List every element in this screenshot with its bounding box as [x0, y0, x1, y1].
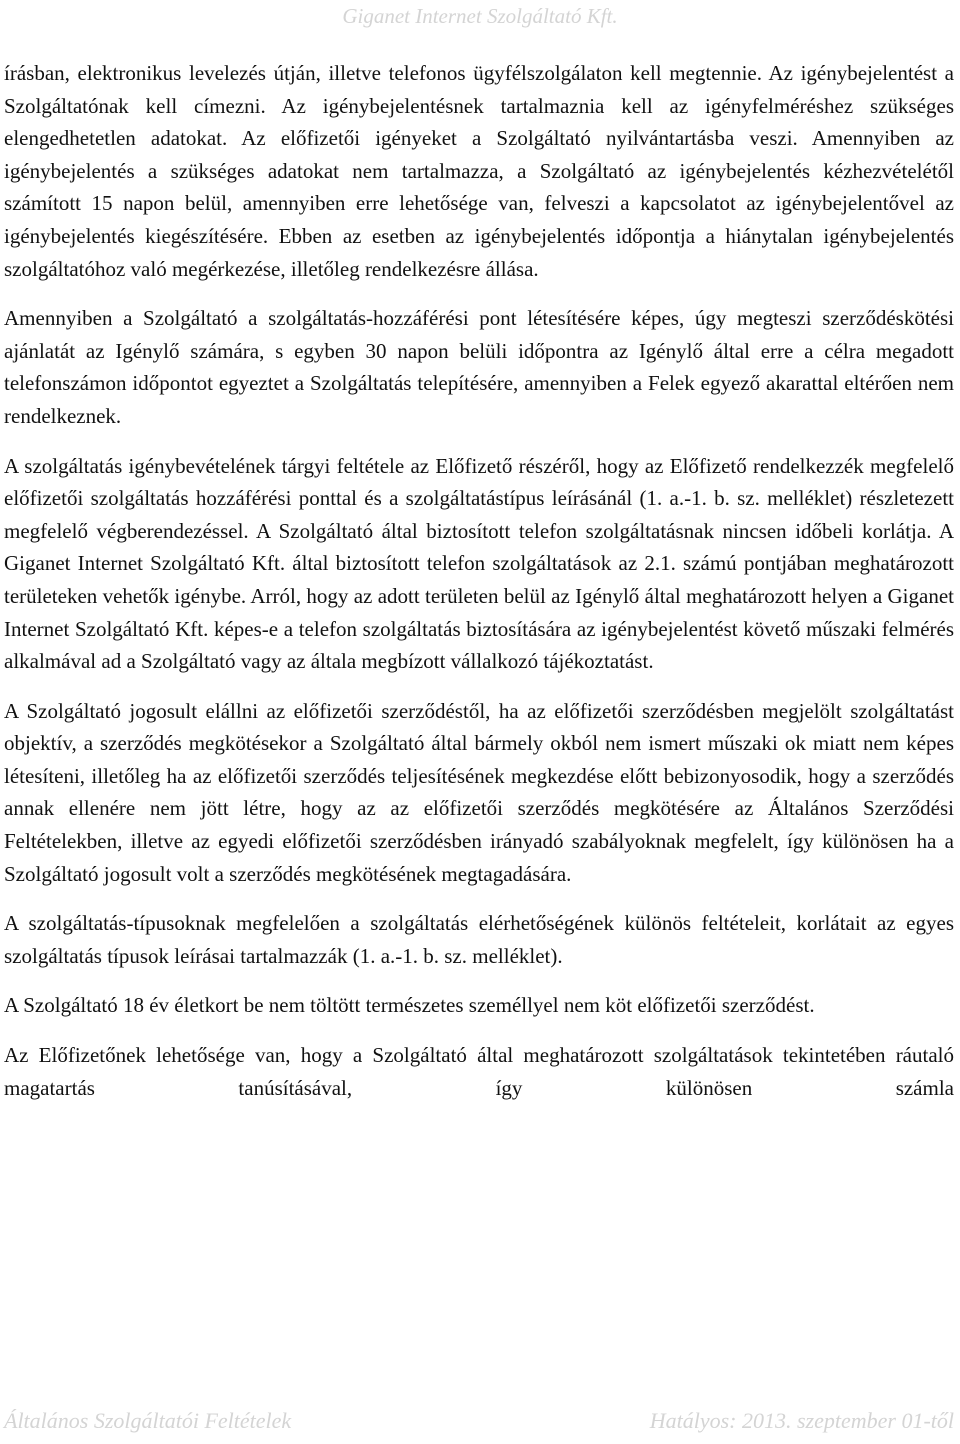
paragraph-service-conditions: A szolgáltatás igénybevételének tárgyi feltétele az Előfizető részéről, hogy az Előfizető rendelkezzék megfelelő előfizetői szolgáltatás hozzáférési ponttal és a szolgáltatástípus leírásánál (1. a.-1. b. sz. melléklet) részletezett megfelelő végberendezéssel. A Szolgáltató által biztosított telefon szolgáltatásnak nincsen időbeli korlátja. A Giganet Internet Szolgáltató Kft. által biztosított telefon szolgáltatások az 2.1. számú pontjában meghatározott területeken vehetők igénybe. Arról, hogy az adott területen belül az Igénylő által meghatározott helyen a Giganet Internet Szolgáltató Kft. képes-e a telefon szolgáltatás biztosítására az igénybejelentést követő műszaki felmérés alkalmával ad a Szolgáltató vagy az általa megbízott vállalkozó tájékoztatást. [4, 453, 954, 674]
paragraph-contract-offer: Amennyiben a Szolgáltató a szolgáltatás-hozzáférési pont létesítésére képes, úgy megteszi szerződéskötési ajánlatát az Igénylő számára, s egyben 30 napon belüli időpontra az Igénylő által erre a célra megadott telefonszámon időpontot egyeztet a Szolgáltatás telepítésére, amennyiben a Felek egyező akarattal eltérően nem rendelkeznek. [4, 306, 954, 428]
paragraph-withdrawal-right: A Szolgáltató jogosult elállni az előfizetői szerződéstől, ha az előfizetői szerződésben megjelölt szolgáltatást objektív, a szerződés megkötésekor a Szolgáltató által bármely okból nem ismert műszaki ok miatt nem képes létesíteni, illetőleg ha az előfizetői szerződés teljesítésének megkezdése előtt bebizonyosodik, hogy a szerződés annak ellenére nem jött létre, hogy az az előfizetői szerződés megkötésére az Általános Szerződési Feltételekben, illetve az egyedi előfizetői szerződésben irányadó szabályoknak megfelelt, így különösen ha a Szolgáltató jogosult volt a szerződés megkötésének megtagadására. [4, 698, 954, 886]
paragraph-age-requirement: A Szolgáltató 18 év életkort be nem töltött természetes személlyel nem köt előfizetői szerződést. [4, 993, 815, 1018]
footer-document-title: Általános Szolgáltatói Feltételek [4, 1408, 292, 1433]
paragraph-implied-conduct: Az Előfizetőnek lehetősége van, hogy a Szolgáltató által meghatározott szolgáltatások tekintetében ráutaló magatartás tanúsításával, így különösen számla [4, 1043, 954, 1100]
page-footer [4, 1407, 954, 1435]
footer-effective-date: Hatályos: 2013. szeptember 01-től [649, 1408, 954, 1433]
document-body [4, 57, 954, 1121]
page-header: Giganet Internet Szolgáltató Kft. [342, 4, 618, 28]
paragraph-service-type-limits: A szolgáltatás-típusoknak megfelelően a szolgáltatás elérhetőségének különös feltételeit, korlátait az egyes szolgáltatás típusok leírásai tartalmazzák (1. a.-1. b. sz. melléklet). [4, 911, 954, 968]
paragraph-application-process: írásban, elektronikus levelezés útján, illetve telefonos ügyfélszolgálaton kell megtennie. Az igénybejelentést a Szolgáltatónak kell címezni. Az igénybejelentésnek tartalmaznia kell az igényfelméréshez szükséges elengedhetetlen adatokat. Az előfizetői igényeket a Szolgáltató nyilvántartásba veszi. Amennyiben az igénybejelentés a szükséges adatokat nem tartalmazza, a Szolgáltató az igénybejelentés kézhezvételétől számított 15 napon belül, amennyiben erre lehetősége van, felveszi a kapcsolatot az igénybejelentővel az igénybejelentés kiegészítésére. Ebben az esetben az igénybejelentés időpontja a hiánytalan igénybejelentés szolgáltatóhoz való megérkezése, illetőleg rendelkezésre állása. [4, 61, 954, 281]
